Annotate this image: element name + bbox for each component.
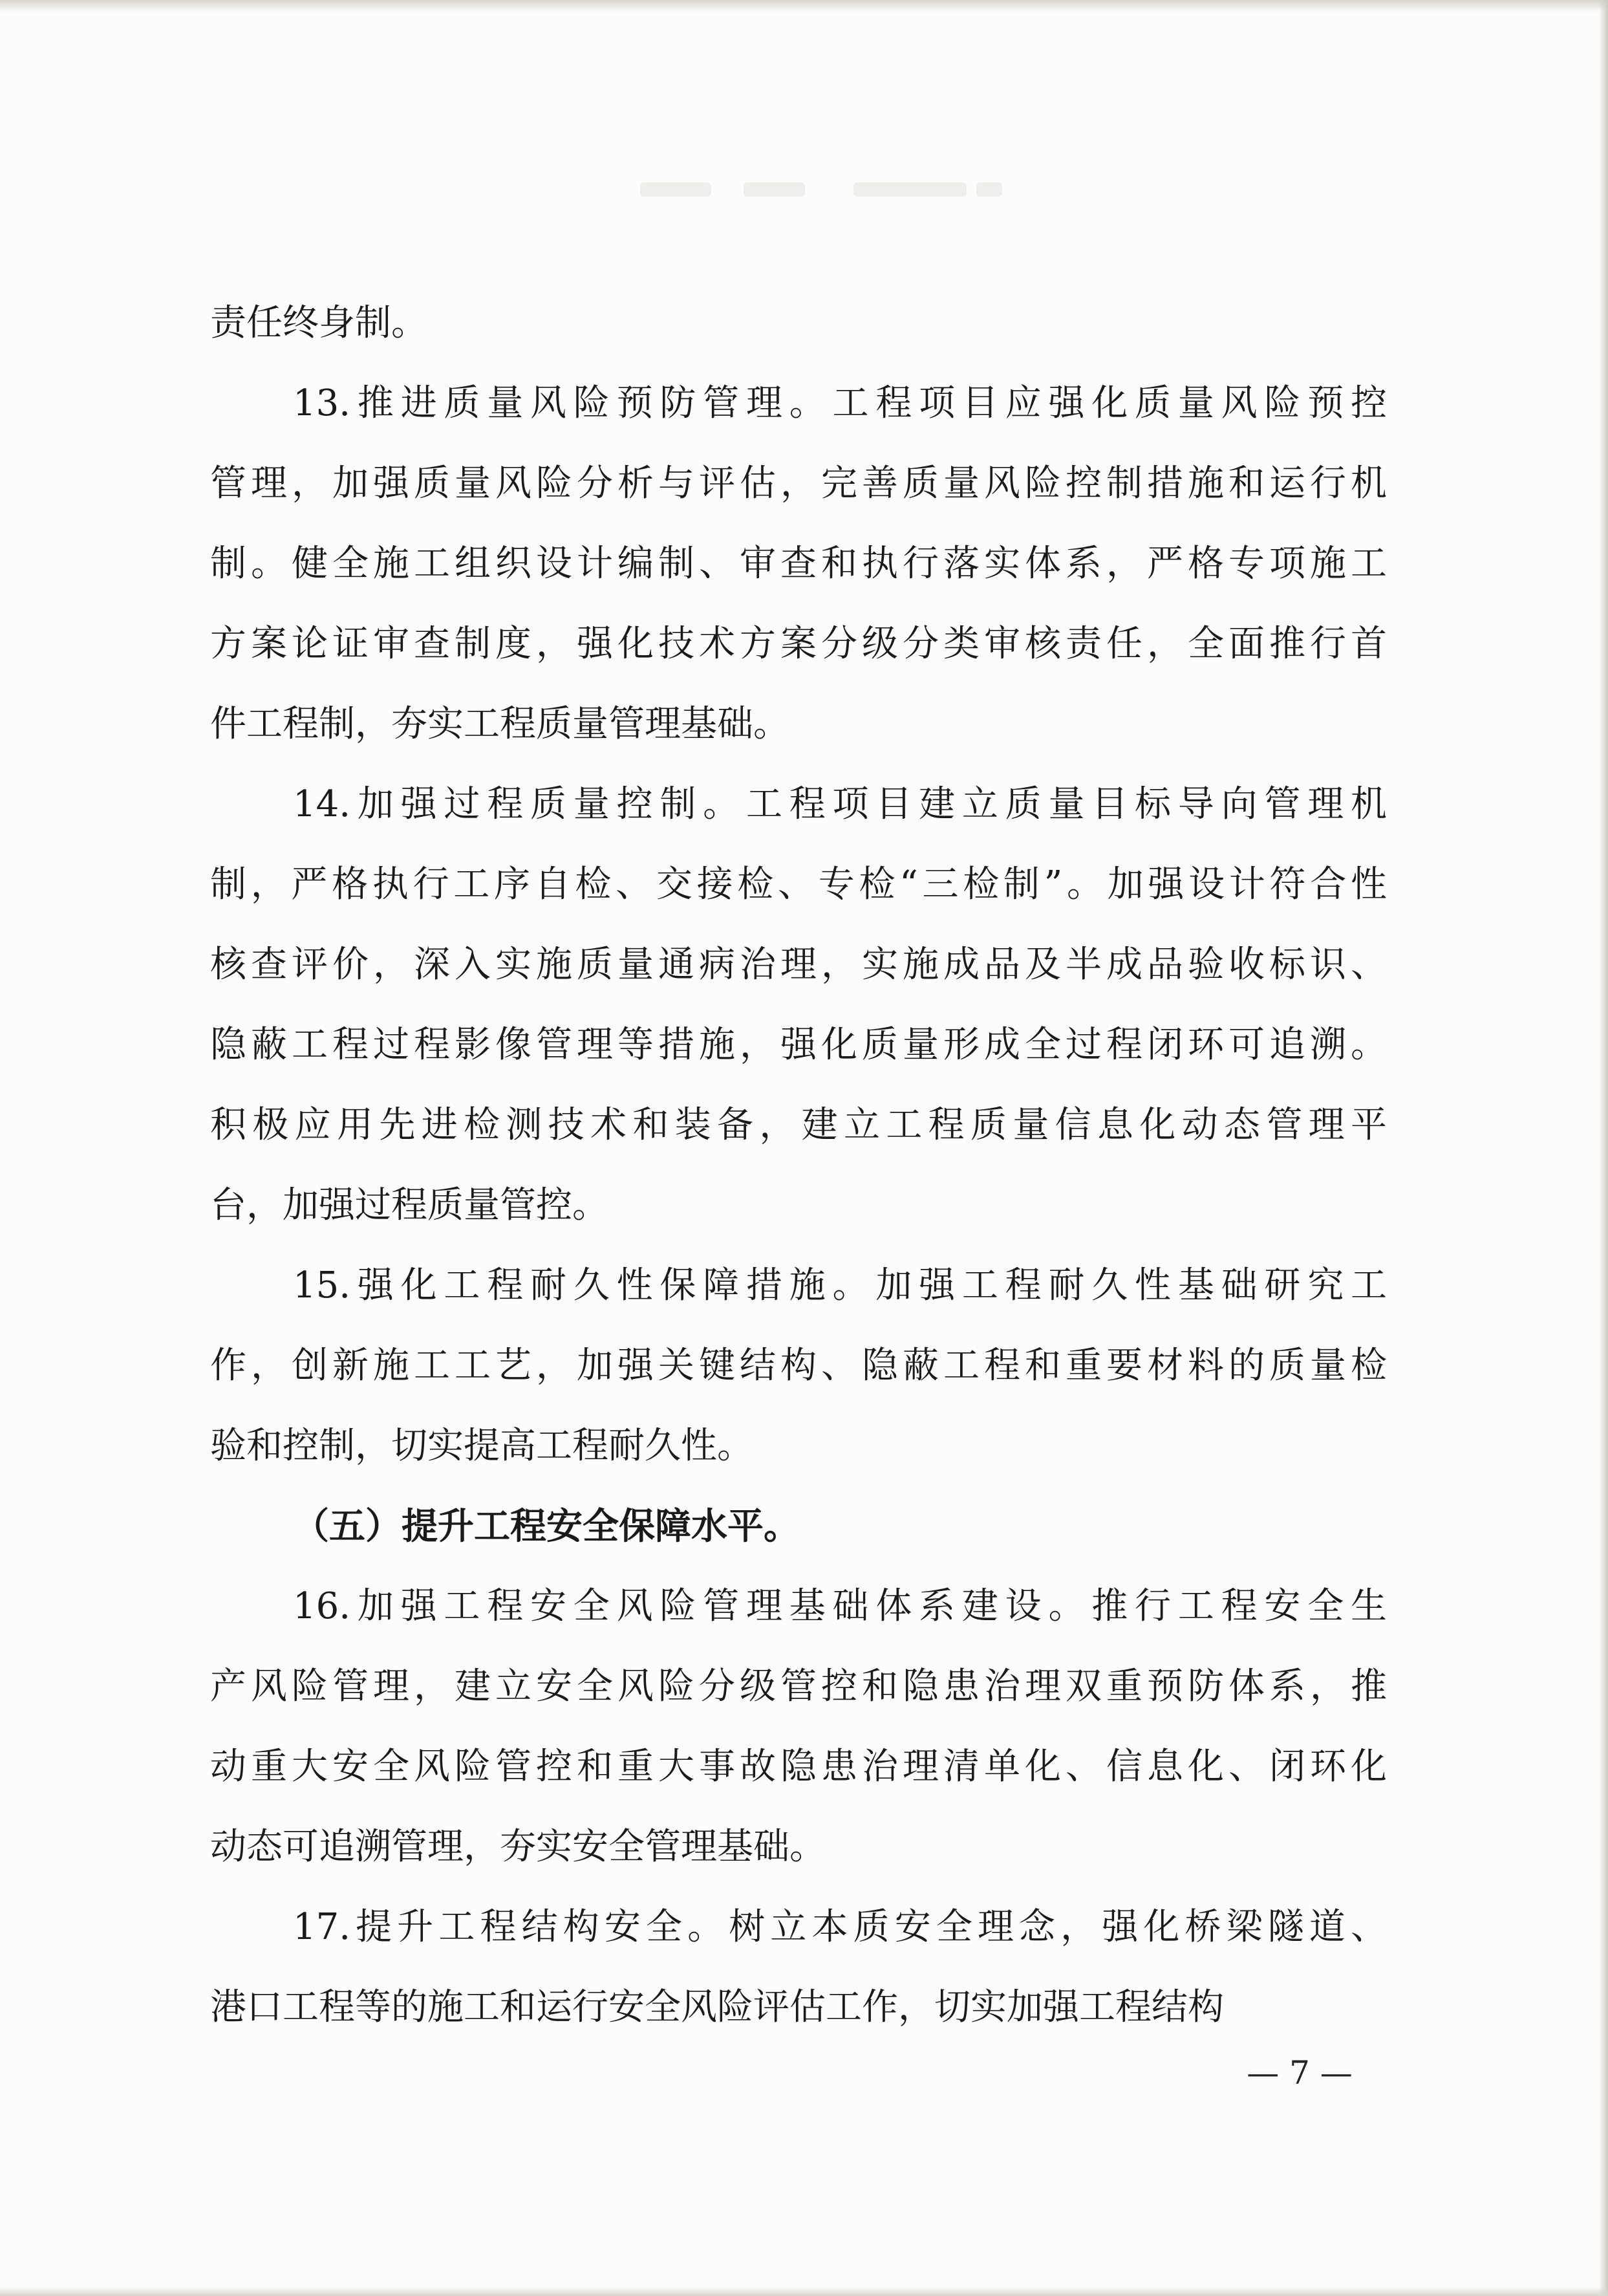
paragraph-line: 作，创新施工工艺，加强关键结构、隐蔽工程和重要材料的质量检 [210, 1345, 1387, 1387]
paragraph-line: 制，严格执行工序自检、交接检、专检“三检制”。加强设计符合性 [210, 863, 1387, 905]
paragraph-line: 动重大安全风险管控和重大事故隐患治理清单化、信息化、闭环化 [210, 1746, 1387, 1788]
bleed-through-mark [853, 182, 967, 197]
paragraph-line: 16.加强工程安全风险管理基础体系建设。推行工程安全生 [293, 1585, 1387, 1627]
paragraph-line: 隐蔽工程过程影像管理等措施，强化质量形成全过程闭环可追溯。 [210, 1024, 1387, 1066]
paragraph-line: 产风险管理，建立安全风险分级管控和隐患治理双重预防体系，推 [210, 1665, 1387, 1707]
paragraph-line: 积极应用先进检测技术和装备，建立工程质量信息化动态管理平 [210, 1104, 1387, 1146]
paragraph-line: 管理，加强质量风险分析与评估，完善质量风险控制措施和运行机 [210, 462, 1387, 504]
paragraph-line: 方案论证审查制度，强化技术方案分级分类审核责任，全面推行首 [210, 623, 1387, 665]
bleed-through-mark [976, 182, 1002, 197]
scan-edge-bottom [0, 2287, 1608, 2296]
paragraph-line: 17.提升工程结构安全。树立本质安全理念，强化桥梁隧道、 [293, 1906, 1387, 1948]
paragraph-line: 件工程制，夯实工程质量管理基础。 [210, 703, 789, 745]
paragraph-line: 15.强化工程耐久性保障措施。加强工程耐久性基础研究工 [293, 1264, 1387, 1306]
bleed-through-mark [744, 182, 805, 197]
paragraph-line: 验和控制，切实提高工程耐久性。 [210, 1425, 753, 1467]
paragraph-line: 制。健全施工组织设计编制、审查和执行落实体系，严格专项施工 [210, 543, 1387, 585]
scan-edge-right [1599, 0, 1608, 2296]
bleed-through-mark [640, 182, 711, 197]
paragraph-line: 责任终身制。 [210, 302, 427, 344]
paragraph-line: 13.推进质量风险预防管理。工程项目应强化质量风险预控 [293, 382, 1387, 424]
scan-edge-top [0, 0, 1608, 12]
paragraph-line: 核查评价，深入实施质量通病治理，实施成品及半成品验收标识、 [210, 944, 1387, 986]
section-heading-line: （五）提升工程安全保障水平。 [293, 1505, 800, 1548]
paragraph-line: 动态可追溯管理，夯实安全管理基础。 [210, 1826, 826, 1868]
paragraph-line: 14.加强过程质量控制。工程项目建立质量目标导向管理机 [293, 783, 1387, 825]
document-body [210, 283, 1387, 2048]
paragraph-line: 港口工程等的施工和运行安全风险评估工作，切实加强工程结构 [210, 1986, 1224, 2028]
page-number: — 7 — [1247, 2054, 1353, 2092]
paragraph-line: 台，加强过程质量管控。 [210, 1184, 608, 1226]
